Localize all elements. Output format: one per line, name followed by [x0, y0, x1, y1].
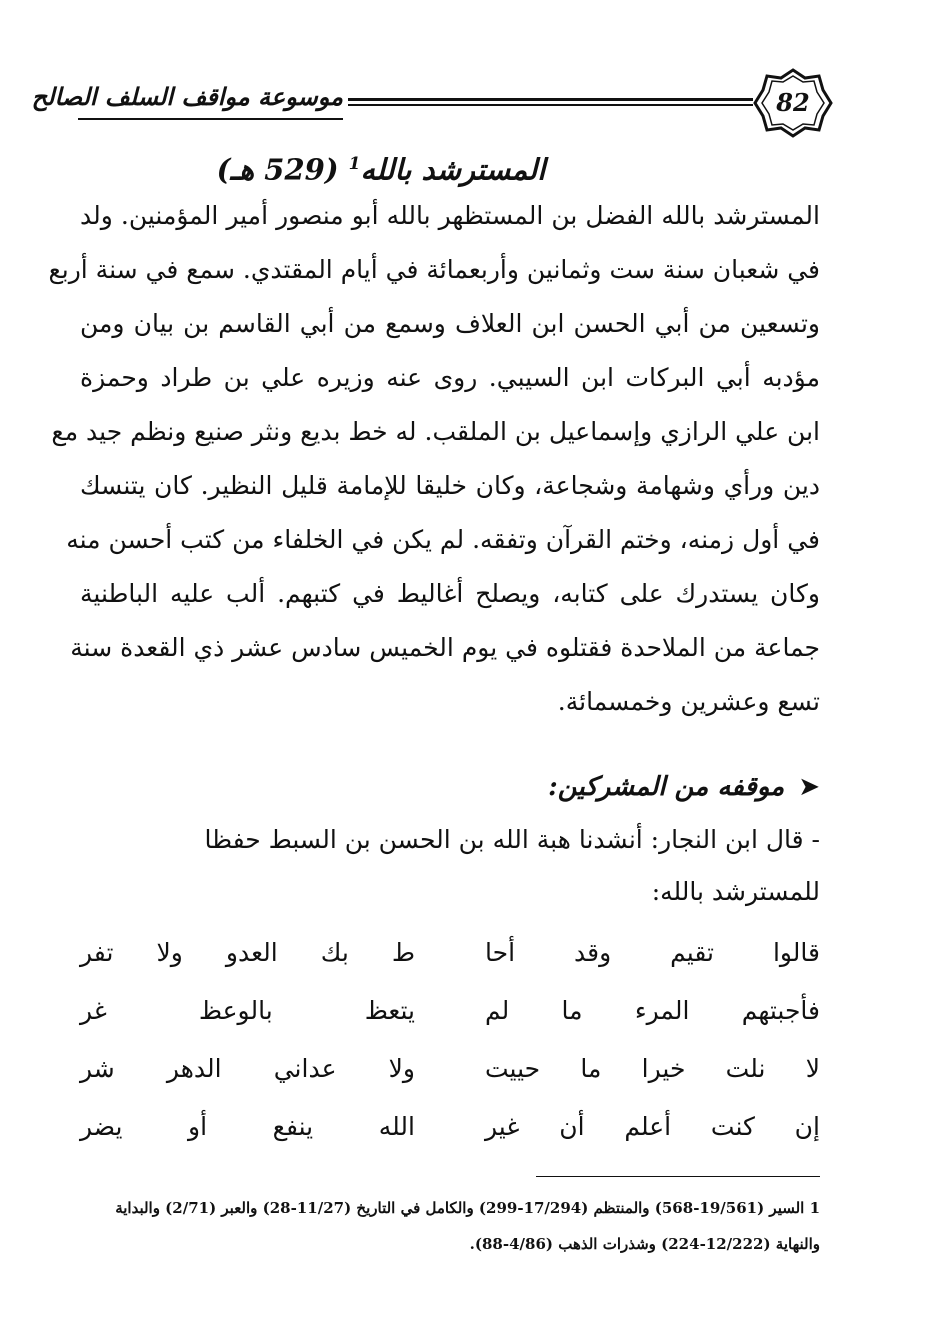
footnote	[80, 1190, 820, 1262]
verse-first-hemistich: قالوا تقيم وقد أحا	[485, 938, 820, 967]
text-line: ابن علي الرازي وإسماعيل بن الملقب. له خط بديع ونثر صنيع ونظم جيد مع	[51, 417, 820, 446]
verse	[80, 1044, 820, 1102]
biography-paragraph	[48, 200, 820, 740]
text-line: للمسترشد بالله:	[651, 877, 820, 906]
verse-first-hemistich: لا نلت خيرا ما حييت	[485, 1054, 820, 1083]
arrow-icon: ➤	[798, 772, 820, 802]
verse	[80, 1102, 820, 1160]
verse-second-hemistich: الله ينفع أو يضر	[80, 1112, 415, 1141]
section-title-name: المسترشد بالله	[360, 152, 546, 187]
footnote-line: 1 السير (19/561-568) والمنتظم (17/294-299) والكامل في التاريخ (11/27-28) والعبر (2/71) والبداية	[115, 1199, 820, 1217]
verse	[80, 928, 820, 986]
subheading-text: موقفه من المشركين:	[548, 772, 785, 802]
text-line: وكان يستدرك على كتابه، ويصلح أغاليط في كتبهم. ألب عليه الباطنية	[80, 579, 820, 608]
quote-intro	[80, 820, 820, 924]
verse-second-hemistich: يتعظ بالوعظ غر	[80, 996, 415, 1025]
verse-first-hemistich: إن كنت أعلم أن غير	[485, 1112, 820, 1141]
verse	[80, 986, 820, 1044]
page-header	[31, 68, 840, 138]
series-title: موسوعة مواقف السلف الصالح	[78, 76, 343, 120]
text-line: وتسعين من أبي الحسن ابن العلاف وسمع من أبي القاسم بن بيان ومن	[80, 309, 820, 338]
text-line: جماعة من الملاحدة فقتلوه في يوم الخميس سادس عشر ذي القعدة سنة	[70, 633, 820, 662]
text-line: - قال ابن النجار: أنشدنا هبة الله بن الحسن بن السبط حفظا	[204, 825, 820, 854]
poem	[80, 928, 820, 1160]
footnote-line: والنهاية (12/222-224) وشذرات الذهب (4/86-88).	[469, 1235, 820, 1253]
verse-second-hemistich: ط بك العدو ولا تفر	[80, 938, 415, 967]
subheading	[300, 764, 820, 810]
text-line: في أول زمنه، وختم القرآن وتفقه. لم يكن في الخلفاء من كتب أحسن منه	[66, 525, 820, 554]
header-rule	[348, 98, 753, 108]
verse-first-hemistich: فأجبتهم المرء ما لم	[485, 996, 820, 1025]
footnote-rule	[536, 1176, 820, 1177]
section-title	[200, 140, 562, 188]
section-title-year: (529 هـ)	[216, 152, 339, 187]
page-number: 82	[776, 88, 810, 117]
page-number-badge	[753, 68, 833, 138]
verse-second-hemistich: ولا عداني الدهر شر	[80, 1054, 415, 1083]
text-line: تسع وعشرين وخمسمائة.	[557, 687, 820, 716]
text-line: المسترشد بالله الفضل بن المستظهر بالله أبو منصور أمير المؤمنين. ولد	[80, 201, 820, 230]
text-line: مؤدبه أبي البركات ابن السيبي. روى عنه وزيره علي بن طراد وحمزة	[80, 363, 820, 392]
text-line: في شعبان سنة ست وثمانين وأربعمائة في أيام المقتدي. سمع في سنة أربع	[48, 255, 820, 284]
text-line: دين ورأي وشهامة وشجاعة، وكان خليقا للإمامة قليل النظير. كان يتنسك	[80, 471, 820, 500]
footnote-ref: 1	[348, 154, 361, 174]
